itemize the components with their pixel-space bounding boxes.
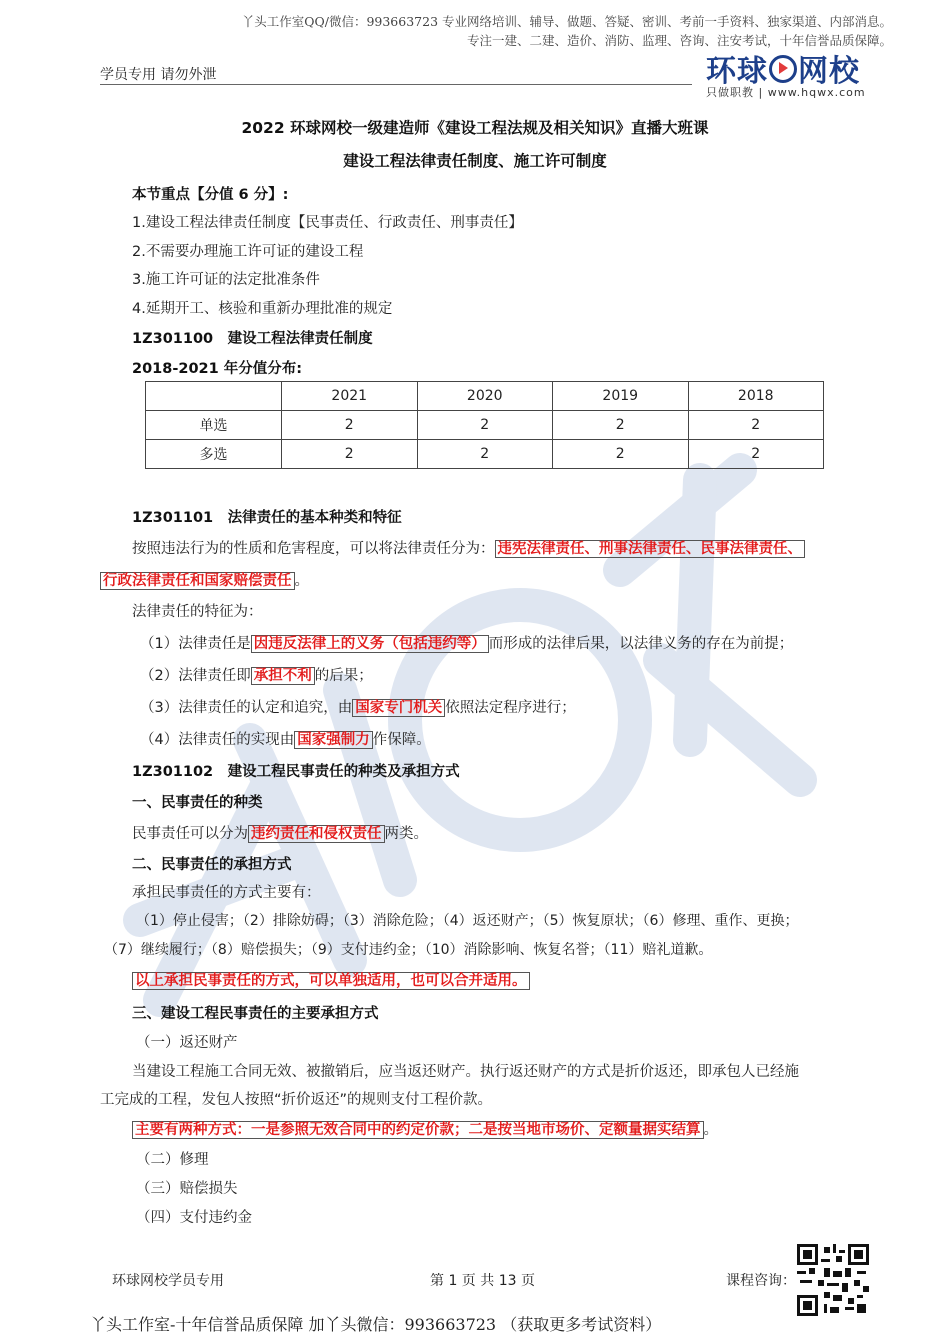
feature-item-3 (140, 696, 576, 717)
footer-page-number: 第 1 页 共 13 页 (430, 1273, 535, 1289)
text-run: 依照法定程序进行； (445, 700, 576, 716)
feature-item-4 (140, 728, 431, 749)
table-cell: 2 (282, 440, 418, 469)
table-cell: 2 (417, 440, 553, 469)
table-row (146, 440, 824, 469)
header-label: 学员专用 请勿外泄 (100, 67, 217, 83)
key-points-heading: 本节重点【分值 6 分】: (132, 187, 289, 203)
text-run: 按照违法行为的性质和危害程度，可以将法律责任分为： (132, 541, 495, 557)
key-point-item: 4.延期开工、核验和重新办理批准的规定 (132, 301, 393, 317)
text-run: 的后果； (314, 668, 373, 684)
document-title: 2022 环球网校一级建造师《建设工程法规及相关知识》直播大班课 (241, 119, 709, 137)
text-run: 作保障。 (372, 732, 431, 748)
footer-consult: 课程咨询： (726, 1273, 796, 1289)
paragraph-return-property-1: 当建设工程施工合同无效、被撤销后，应当返还财产。执行返还财产的方式是折价返还，即承包人已经施 (132, 1064, 799, 1080)
paragraph-methods-list-1: （1）停止侵害；（2）排除妨碍；（3）消除危险；（4）返还财产；（5）恢复原状；（6）修理、重作、更换； (136, 913, 799, 929)
table-cell: 单选 (146, 411, 282, 440)
table-cell: 多选 (146, 440, 282, 469)
table-cell: 2 (688, 440, 824, 469)
qr-code-icon (797, 1244, 869, 1316)
top-note-line-1: 丫头工作室QQ/微信：993663723 专业网络培训、辅导、做题、答疑、密训、考前一手资料、独家渠道、内部消息。 (241, 14, 892, 29)
text-run: 而形成的法律后果，以法律义务的存在为前提； (488, 636, 794, 652)
table-header-cell: 2018 (688, 382, 824, 411)
logo-subtitle: 只做职教 | www.hqwx.com (706, 86, 866, 99)
text-run: （1）法律责任是 (140, 636, 251, 652)
text-run: 。 (703, 1122, 718, 1138)
key-point-item: 2.不需要办理施工许可证的建设工程 (132, 244, 364, 260)
table-cell: 2 (688, 411, 824, 440)
bottom-note: 丫头工作室-十年信誉品质保障 加丫头微信：993663723 （获取更多考试资料） (90, 1315, 662, 1334)
text-run: 两类。 (384, 826, 428, 842)
highlight-feature-1: 因违反法律上的义务（包括违约等） (251, 635, 489, 653)
table-cell: 2 (282, 411, 418, 440)
text-run: （3）法律责任的认定和追究，由 (140, 700, 353, 716)
key-point-item: 3.施工许可证的法定批准条件 (132, 272, 320, 288)
section-heading-1z301101: 1Z301101 法律责任的基本种类和特征 (132, 510, 402, 526)
score-table (145, 381, 824, 469)
document-subtitle: 建设工程法律责任制度、施工许可制度 (343, 152, 607, 170)
highlight-feature-4: 国家强制力 (294, 731, 373, 749)
paragraph-two-ways (132, 1118, 718, 1139)
text-run: 民事责任可以分为 (132, 826, 248, 842)
subheading-main-methods: 三、建设工程民事责任的主要承担方式 (132, 1006, 379, 1022)
header-divider (100, 84, 692, 85)
highlight-two-ways: 主要有两种方式：一是参照无效合同中的约定价款；二是按当地市场价、定额量据实结算 (132, 1121, 704, 1139)
logo-play-icon (769, 55, 797, 83)
highlight-civil-types: 违约责任和侵权责任 (248, 825, 385, 843)
paragraph-methods-intro: 承担民事责任的方式主要有： (132, 885, 321, 901)
item-return-property: （一）返还财产 (136, 1035, 238, 1051)
score-table-heading: 2018-2021 年分值分布: (132, 361, 303, 377)
table-header-cell: 2021 (282, 382, 418, 411)
highlight-methods-note: 以上承担民事责任的方式，可以单独适用，也可以合并适用。 (132, 972, 530, 990)
item-liquidated-damages: （四）支付违约金 (136, 1210, 252, 1226)
section-heading-1z301102: 1Z301102 建设工程民事责任的种类及承担方式 (132, 764, 460, 780)
table-header-cell (146, 382, 282, 411)
highlight-feature-2: 承担不利 (251, 667, 315, 685)
top-note-line-2: 专注一建、二建、造价、消防、监理、咨询、注安考试，十年信誉品质保障。 (466, 33, 892, 48)
features-intro: 法律责任的特征为： (132, 604, 263, 620)
item-compensation: （三）赔偿损失 (136, 1181, 238, 1197)
highlight-feature-3: 国家专门机关 (352, 699, 445, 717)
subheading-civil-methods: 二、民事责任的承担方式 (132, 857, 292, 873)
item-repair: （二）修理 (136, 1152, 209, 1168)
paragraph-civil-types (132, 822, 428, 843)
table-header-row (146, 382, 824, 411)
brand-logo (706, 46, 872, 100)
logo-text-right: 网校 (798, 54, 860, 89)
table-header-cell: 2020 (417, 382, 553, 411)
feature-item-1 (140, 632, 793, 653)
paragraph-methods-note (132, 969, 530, 990)
table-cell: 2 (553, 440, 689, 469)
footer-left: 环球网校学员专用 (112, 1273, 224, 1289)
text-run: 。 (294, 573, 309, 589)
key-point-item: 1.建设工程法律责任制度【民事责任、行政责任、刑事责任】 (132, 215, 523, 231)
logo-text-left: 环球 (706, 54, 768, 89)
text-run: （2）法律责任即 (140, 668, 251, 684)
highlight-liability-types-a: 违宪法律责任、刑事法律责任、民事法律责任、 (495, 540, 806, 558)
paragraph-liability-types (132, 537, 805, 558)
subheading-civil-types: 一、民事责任的种类 (132, 795, 263, 811)
section-heading-1z301100: 1Z301100 建设工程法律责任制度 (132, 331, 373, 347)
table-header-cell: 2019 (553, 382, 689, 411)
table-row (146, 411, 824, 440)
feature-item-2 (140, 664, 373, 685)
highlight-liability-types-b: 行政法律责任和国家赔偿责任 (100, 572, 295, 590)
text-run: （4）法律责任的实现由 (140, 732, 295, 748)
table-cell: 2 (553, 411, 689, 440)
paragraph-liability-types-cont (100, 569, 309, 590)
table-cell: 2 (417, 411, 553, 440)
paragraph-return-property-2: 工完成的工程，发包人按照“折价返还”的规则支付工程价款。 (100, 1092, 493, 1108)
paragraph-methods-list-2: （7）继续履行；（8）赔偿损失；（9）支付违约金；（10）消除影响、恢复名誉；（11）赔礼道歉。 (104, 942, 713, 958)
